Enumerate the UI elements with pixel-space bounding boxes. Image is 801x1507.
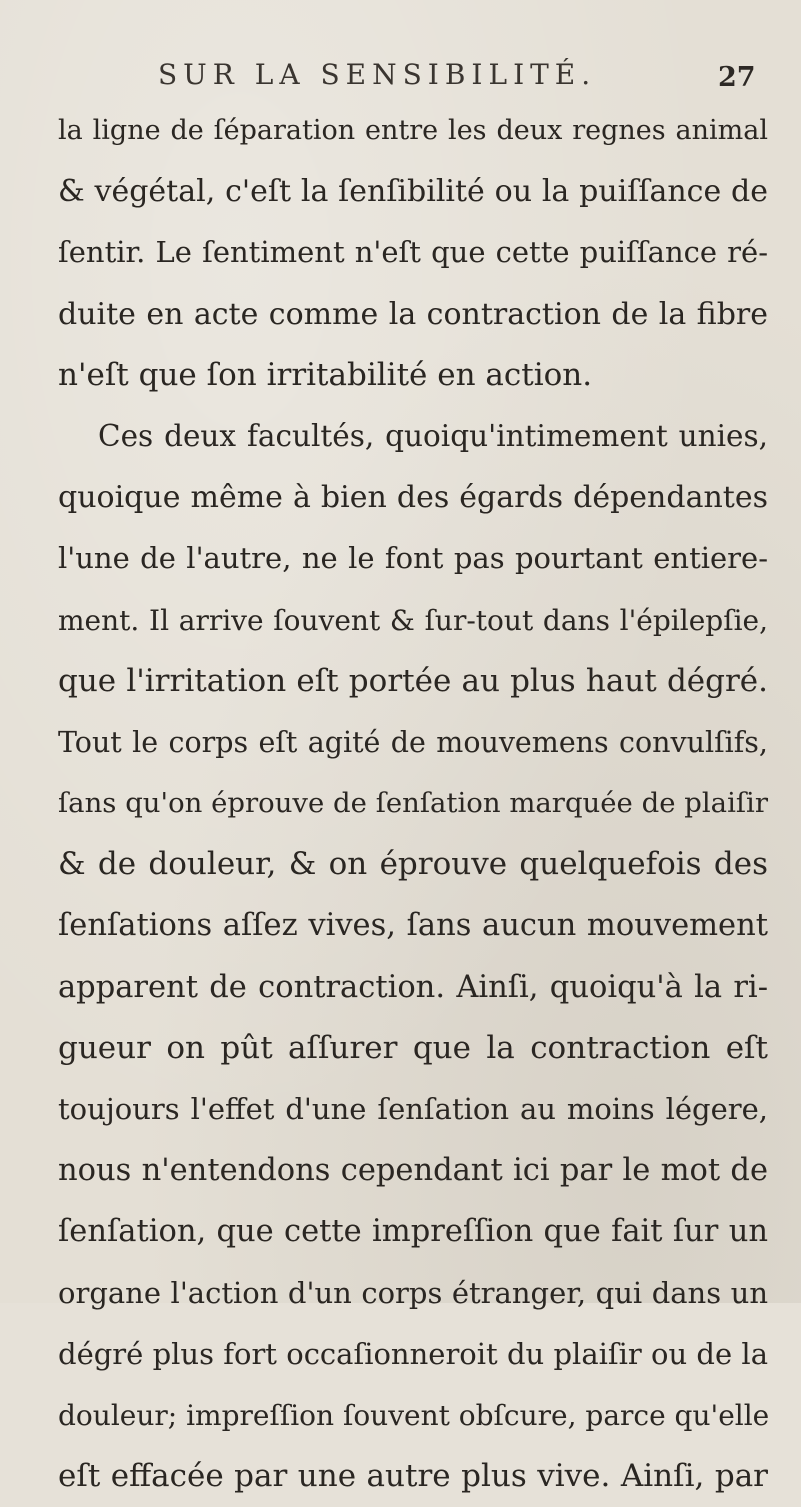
text-line: l'une de l'autre, ne le font pas pourtant entiere-	[58, 541, 768, 576]
text-line: n'eſt que ſon irritabilité en action.	[58, 356, 593, 393]
text-line: ſentir. Le ſentiment n'eſt que cette puiſſance ré-	[58, 235, 768, 270]
text-line: dégré plus fort occaſionneroit du plaiſir ou de la	[58, 1336, 768, 1371]
text-line: ment. Il arrive ſouvent & ſur-tout dans l'épilepſie,	[58, 603, 768, 637]
text-line: & de douleur, & on éprouve quelquefois des	[58, 846, 768, 883]
text-line: ſans qu'on éprouve de ſenſation marquée de plaiſir	[58, 787, 768, 820]
text-line: apparent de contraction. Ainſi, quoiqu'à la ri-	[58, 969, 768, 1005]
text-line: & végétal, c'eſt la ſenſibilité ou la puiſſance de	[58, 174, 768, 210]
text-line: douleur; impreſſion ſouvent obſcure, parce qu'elle	[58, 1398, 770, 1432]
running-head: SUR LA SENSIBILITÉ.	[158, 58, 597, 91]
body-text	[58, 100, 768, 1507]
text-line: ſenſation, que cette impreſſion que fait ſur un	[58, 1214, 768, 1250]
text-line: Tout le corps eſt agité de mouvemens convulſifs,	[58, 725, 768, 759]
text-line: eſt effacée par une autre plus vive. Ainſi, par	[58, 1458, 768, 1495]
text-line: gueur on pût aſſurer que la contraction eſt	[58, 1029, 768, 1066]
page-number: 27	[718, 62, 756, 93]
text-line: quoique même à bien des égards dépendantes	[58, 480, 768, 516]
text-line: toujours l'effet d'une ſenſation au moins légere,	[58, 1092, 768, 1126]
text-line: que l'irritation eſt portée au plus haut dégré.	[58, 662, 768, 699]
text-line: ſenſations aſſez vives, ſans aucun mouvement	[58, 908, 768, 944]
text-line: la ligne de ſéparation entre les deux regnes animal	[58, 115, 768, 146]
text-line: Ces deux facultés, quoiqu'intimement unies,	[98, 418, 768, 453]
text-line: duite en acte comme la contraction de la fibre	[58, 296, 768, 332]
text-line: nous n'entendons cependant ici par le mot de	[58, 1153, 768, 1189]
text-line: organe l'action d'un corps étranger, qui dans un	[58, 1275, 768, 1310]
